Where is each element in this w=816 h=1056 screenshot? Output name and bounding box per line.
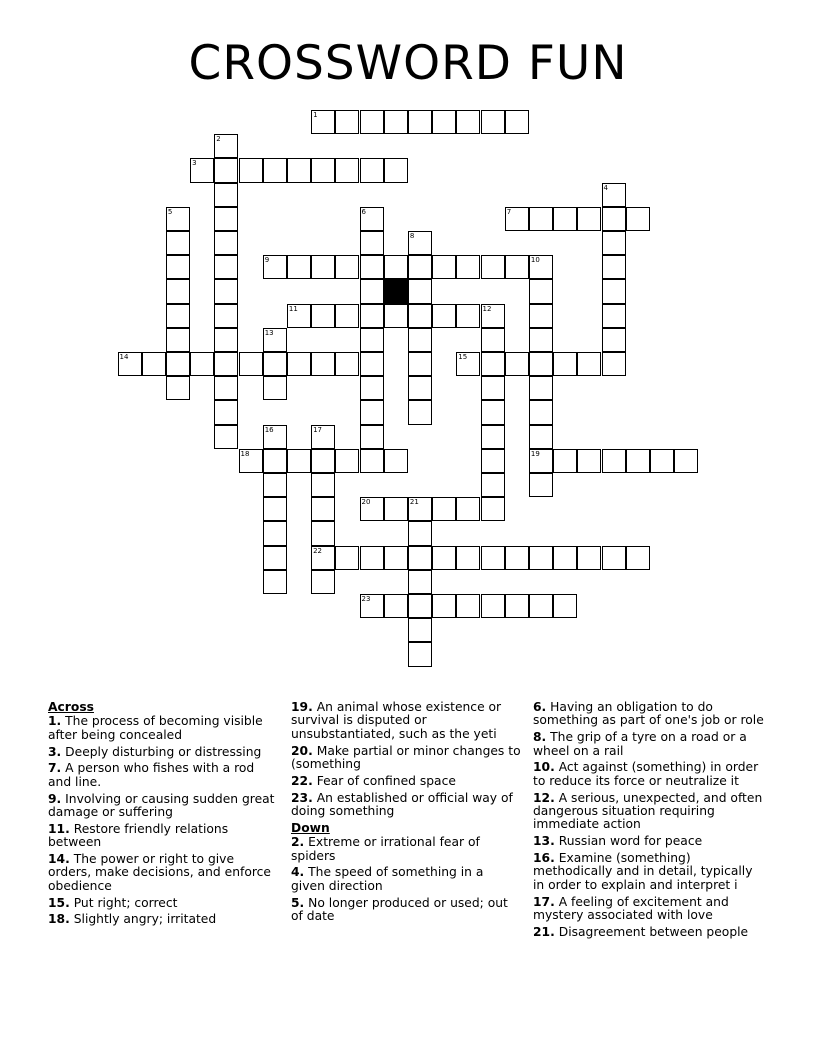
grid-cell[interactable] xyxy=(384,304,408,328)
grid-cell[interactable] xyxy=(335,304,359,328)
grid-cell[interactable] xyxy=(384,449,408,473)
cell-number: 23 xyxy=(361,595,371,603)
grid-cell[interactable] xyxy=(529,304,553,328)
grid-cell[interactable] xyxy=(166,376,190,400)
grid-cell[interactable] xyxy=(311,546,335,570)
grid-cell[interactable] xyxy=(311,473,335,497)
grid-cell[interactable] xyxy=(263,352,287,376)
grid-cell[interactable] xyxy=(311,449,335,473)
grid-cell[interactable] xyxy=(456,546,480,570)
grid-cell[interactable] xyxy=(432,497,456,521)
grid-cell[interactable] xyxy=(553,207,577,231)
grid-cell[interactable] xyxy=(481,352,505,376)
grid-cell[interactable] xyxy=(602,231,626,255)
grid-cell[interactable] xyxy=(214,134,238,158)
grid-cell[interactable] xyxy=(602,328,626,352)
cell-number: 8 xyxy=(409,232,415,240)
grid-cell[interactable] xyxy=(287,449,311,473)
grid-cell[interactable] xyxy=(384,497,408,521)
grid-cell[interactable] xyxy=(602,255,626,279)
grid-cell[interactable] xyxy=(602,279,626,303)
grid-cell[interactable] xyxy=(263,521,287,545)
grid-cell[interactable] xyxy=(481,110,505,134)
clue-down-6: 6. Having an obligation to do something as part of one's job or role xyxy=(533,700,764,728)
grid-cell[interactable] xyxy=(360,425,384,449)
grid-cell[interactable] xyxy=(263,449,287,473)
cell-number: 17 xyxy=(313,425,323,434)
clue-down-13: 13. Russian word for peace xyxy=(533,834,703,849)
clue-across-11: 11. Restore friendly relations between xyxy=(48,821,229,850)
grid-cell[interactable] xyxy=(456,352,480,376)
grid-cell[interactable] xyxy=(239,352,263,376)
grid-cell[interactable] xyxy=(529,207,553,231)
clue-across-15: 15. Put right; correct xyxy=(48,895,178,910)
grid-cell[interactable] xyxy=(214,279,238,303)
cell-number: 2 xyxy=(216,135,221,144)
grid-cell[interactable] xyxy=(529,473,553,497)
grid-cell[interactable] xyxy=(505,110,529,134)
grid-cell[interactable] xyxy=(360,376,384,400)
clue-down-10: 10. Act against (something) in order to reduce its force or neutralize it xyxy=(533,760,759,788)
cell-number: 3 xyxy=(192,159,197,168)
grid-cell[interactable] xyxy=(529,425,553,449)
grid-cell[interactable] xyxy=(311,255,335,279)
grid-cell[interactable] xyxy=(287,255,311,279)
clue-down-8: 8. The grip of a tyre on a road or a wheel on a rail xyxy=(533,730,747,758)
grid-cell[interactable] xyxy=(214,328,238,352)
grid-cell[interactable] xyxy=(481,304,505,328)
grid-cell[interactable] xyxy=(166,279,190,303)
grid-cell[interactable] xyxy=(360,231,384,255)
grid-cell[interactable] xyxy=(529,279,553,303)
clue-down-2: 2. Extreme or irrational fear of spiders xyxy=(291,835,480,863)
grid-cell[interactable] xyxy=(166,328,190,352)
grid-cell[interactable] xyxy=(529,352,553,376)
grid-cell[interactable] xyxy=(408,255,432,279)
grid-cell[interactable] xyxy=(190,158,214,182)
cell-number: 5 xyxy=(167,207,173,216)
grid-cell[interactable] xyxy=(432,594,456,618)
grid-cell[interactable] xyxy=(335,546,359,570)
grid-cell[interactable] xyxy=(456,594,480,618)
grid-cell[interactable] xyxy=(263,376,287,400)
grid-cell[interactable] xyxy=(311,570,335,594)
grid-cell[interactable] xyxy=(481,425,505,449)
grid-cell[interactable] xyxy=(311,425,335,449)
grid-cell[interactable] xyxy=(263,497,287,521)
grid-cell[interactable] xyxy=(311,497,335,521)
grid-cell[interactable] xyxy=(432,255,456,279)
grid-cell[interactable] xyxy=(166,207,190,231)
grid-cell[interactable] xyxy=(166,304,190,328)
clue-across-19: 19. An animal whose existence or survival is disputed or unsubstantiated, such as the yeti xyxy=(291,700,502,741)
grid-cell[interactable] xyxy=(650,449,674,473)
grid-cell[interactable] xyxy=(384,158,408,182)
down-heading: Down xyxy=(291,820,330,835)
cell-number: 20 xyxy=(361,498,371,507)
grid-cell[interactable] xyxy=(456,304,480,328)
grid-cell[interactable] xyxy=(553,546,577,570)
grid-cell[interactable] xyxy=(432,110,456,134)
grid-cell[interactable] xyxy=(214,425,238,449)
grid-cell[interactable] xyxy=(505,352,529,376)
grid-cell[interactable] xyxy=(408,328,432,352)
clue-across-22: 22. Fear of confined space xyxy=(291,773,456,788)
grid-cell[interactable] xyxy=(505,255,529,279)
grid-cell[interactable] xyxy=(456,110,480,134)
grid-cell[interactable] xyxy=(481,449,505,473)
grid-cell[interactable] xyxy=(384,110,408,134)
grid-cell[interactable] xyxy=(239,158,263,182)
clue-across-3: 3. Deeply disturbing or distressing xyxy=(48,744,262,759)
grid-cell[interactable] xyxy=(529,376,553,400)
grid-cell[interactable] xyxy=(214,183,238,207)
cell-number: 9 xyxy=(264,256,270,265)
cell-number: 1 xyxy=(313,111,318,119)
grid-cell[interactable] xyxy=(263,570,287,594)
grid-cell[interactable] xyxy=(263,328,287,352)
grid-cell[interactable] xyxy=(481,328,505,352)
grid-cell[interactable] xyxy=(432,546,456,570)
grid-cell[interactable] xyxy=(360,207,384,231)
grid-cell[interactable] xyxy=(456,497,480,521)
cell-number: 16 xyxy=(264,425,274,434)
cell-number: 15 xyxy=(458,353,468,361)
grid-cell[interactable] xyxy=(263,158,287,182)
grid-cell[interactable] xyxy=(214,158,238,182)
grid-cell[interactable] xyxy=(360,497,384,521)
grid-cell[interactable] xyxy=(626,449,650,473)
grid-cell[interactable] xyxy=(553,449,577,473)
grid-cell[interactable] xyxy=(360,304,384,328)
grid-cell[interactable] xyxy=(408,376,432,400)
grid-cell[interactable] xyxy=(360,546,384,570)
clue-down-4: 4. The speed of something in a given direction xyxy=(291,865,484,893)
grid-cell[interactable] xyxy=(166,255,190,279)
grid-cell[interactable] xyxy=(384,594,408,618)
clues-column-2 xyxy=(291,701,521,927)
grid-cell[interactable] xyxy=(481,473,505,497)
grid-cell[interactable] xyxy=(360,158,384,182)
cell-number: 21 xyxy=(409,498,419,507)
grid-cell[interactable] xyxy=(481,546,505,570)
grid-cell[interactable] xyxy=(432,304,456,328)
grid-cell[interactable] xyxy=(408,304,432,328)
grid-cell[interactable] xyxy=(408,110,432,134)
grid-cell[interactable] xyxy=(577,546,601,570)
clues-column-3 xyxy=(533,701,765,943)
grid-block xyxy=(384,279,408,303)
grid-cell[interactable] xyxy=(384,255,408,279)
grid-cell[interactable] xyxy=(529,328,553,352)
grid-cell[interactable] xyxy=(142,352,166,376)
grid-cell[interactable] xyxy=(214,207,238,231)
grid-cell[interactable] xyxy=(408,642,432,666)
grid-cell[interactable] xyxy=(408,352,432,376)
cell-number: 22 xyxy=(313,546,323,555)
grid-cell[interactable] xyxy=(529,449,553,473)
cell-number: 13 xyxy=(264,328,274,337)
grid-cell[interactable] xyxy=(481,594,505,618)
grid-cell[interactable] xyxy=(214,376,238,400)
grid-cell[interactable] xyxy=(311,352,335,376)
grid-cell[interactable] xyxy=(626,207,650,231)
grid-cell[interactable] xyxy=(626,546,650,570)
clues-column-1 xyxy=(48,701,278,930)
grid-cell[interactable] xyxy=(311,110,335,134)
grid-cell[interactable] xyxy=(505,207,529,231)
grid-cell[interactable] xyxy=(239,449,263,473)
grid-cell[interactable] xyxy=(408,231,432,255)
grid-cell[interactable] xyxy=(529,255,553,279)
grid-cell[interactable] xyxy=(408,570,432,594)
grid-cell[interactable] xyxy=(360,255,384,279)
grid-cell[interactable] xyxy=(335,255,359,279)
grid-cell[interactable] xyxy=(360,328,384,352)
grid-cell[interactable] xyxy=(214,400,238,424)
grid-cell[interactable] xyxy=(674,449,698,473)
grid-cell[interactable] xyxy=(360,279,384,303)
clue-across-20: 20. Make partial or minor changes to (something xyxy=(291,743,521,772)
grid-cell[interactable] xyxy=(577,449,601,473)
grid-cell[interactable] xyxy=(602,449,626,473)
grid-cell[interactable] xyxy=(311,304,335,328)
cell-number: 4 xyxy=(603,183,608,192)
grid-cell[interactable] xyxy=(408,521,432,545)
clue-down-16: 16. Examine (something) methodically and in detail, typically in order to explain and interpret i xyxy=(533,851,753,892)
grid-cell[interactable] xyxy=(602,352,626,376)
grid-cell[interactable] xyxy=(481,497,505,521)
clue-across-9: 9. Involving or causing sudden great damage or suffering xyxy=(48,791,275,820)
grid-cell[interactable] xyxy=(384,546,408,570)
grid-cell[interactable] xyxy=(481,376,505,400)
clue-across-18: 18. Slightly angry; irritated xyxy=(48,912,217,927)
grid-cell[interactable] xyxy=(408,497,432,521)
cell-number: 6 xyxy=(361,207,366,216)
grid-cell[interactable] xyxy=(602,207,626,231)
grid-cell[interactable] xyxy=(553,352,577,376)
grid-cell[interactable] xyxy=(602,304,626,328)
grid-cell[interactable] xyxy=(456,255,480,279)
grid-cell[interactable] xyxy=(166,352,190,376)
grid-cell[interactable] xyxy=(335,352,359,376)
grid-cell[interactable] xyxy=(287,304,311,328)
clue-across-7: 7. A person who fishes with a rod and line. xyxy=(48,761,255,789)
grid-cell[interactable] xyxy=(360,400,384,424)
grid-cell[interactable] xyxy=(602,183,626,207)
grid-cell[interactable] xyxy=(408,546,432,570)
grid-cell[interactable] xyxy=(408,594,432,618)
grid-cell[interactable] xyxy=(505,546,529,570)
grid-cell[interactable] xyxy=(481,400,505,424)
grid-cell[interactable] xyxy=(408,618,432,642)
grid-cell[interactable] xyxy=(360,594,384,618)
grid-cell[interactable] xyxy=(408,400,432,424)
across-heading: Across xyxy=(48,700,94,714)
grid-cell[interactable] xyxy=(360,110,384,134)
clue-across-14: 14. The power or right to give orders, make decisions, and enforce obedience xyxy=(48,852,271,893)
cell-number: 7 xyxy=(506,207,512,216)
grid-cell[interactable] xyxy=(287,352,311,376)
cell-number: 14 xyxy=(119,353,129,361)
grid-cell[interactable] xyxy=(118,352,142,376)
grid-cell[interactable] xyxy=(311,158,335,182)
grid-cell[interactable] xyxy=(190,352,214,376)
grid-cell[interactable] xyxy=(263,546,287,570)
grid-cell[interactable] xyxy=(408,279,432,303)
grid-cell[interactable] xyxy=(335,449,359,473)
cell-number: 11 xyxy=(288,304,298,313)
cell-number: 18 xyxy=(240,449,250,458)
grid-cell[interactable] xyxy=(577,352,601,376)
grid-cell[interactable] xyxy=(505,594,529,618)
grid-cell[interactable] xyxy=(263,425,287,449)
grid-cell[interactable] xyxy=(214,352,238,376)
grid-cell[interactable] xyxy=(214,231,238,255)
clue-across-1: 1. The process of becoming visible after being concealed xyxy=(48,714,263,742)
grid-cell[interactable] xyxy=(553,594,577,618)
grid-cell[interactable] xyxy=(263,473,287,497)
grid-cell[interactable] xyxy=(529,546,553,570)
grid-cell[interactable] xyxy=(529,594,553,618)
clue-down-5: 5. No longer produced or used; out of date xyxy=(291,895,508,924)
grid-cell[interactable] xyxy=(360,449,384,473)
grid-cell[interactable] xyxy=(263,255,287,279)
grid-cell[interactable] xyxy=(166,231,190,255)
grid-cell[interactable] xyxy=(311,521,335,545)
cell-number: 12 xyxy=(482,304,492,313)
clue-down-17: 17. A feeling of excitement and mystery associated with love xyxy=(533,894,729,923)
grid-cell[interactable] xyxy=(287,158,311,182)
grid-cell[interactable] xyxy=(214,304,238,328)
grid-cell[interactable] xyxy=(360,352,384,376)
cell-number: 10 xyxy=(530,256,540,265)
cell-number: 19 xyxy=(530,449,540,458)
clue-across-23: 23. An established or official way of doing something xyxy=(291,790,513,819)
grid-cell[interactable] xyxy=(577,207,601,231)
clue-down-21: 21. Disagreement between people xyxy=(533,924,749,939)
grid-cell[interactable] xyxy=(335,158,359,182)
grid-cell[interactable] xyxy=(214,255,238,279)
page-title: CROSSWORD FUN xyxy=(188,36,628,91)
clue-down-12: 12. A serious, unexpected, and often dangerous situation requiring immediate action xyxy=(533,790,763,832)
grid-cell[interactable] xyxy=(602,546,626,570)
grid-cell[interactable] xyxy=(335,110,359,134)
grid-cell[interactable] xyxy=(481,255,505,279)
grid-cell[interactable] xyxy=(529,400,553,424)
